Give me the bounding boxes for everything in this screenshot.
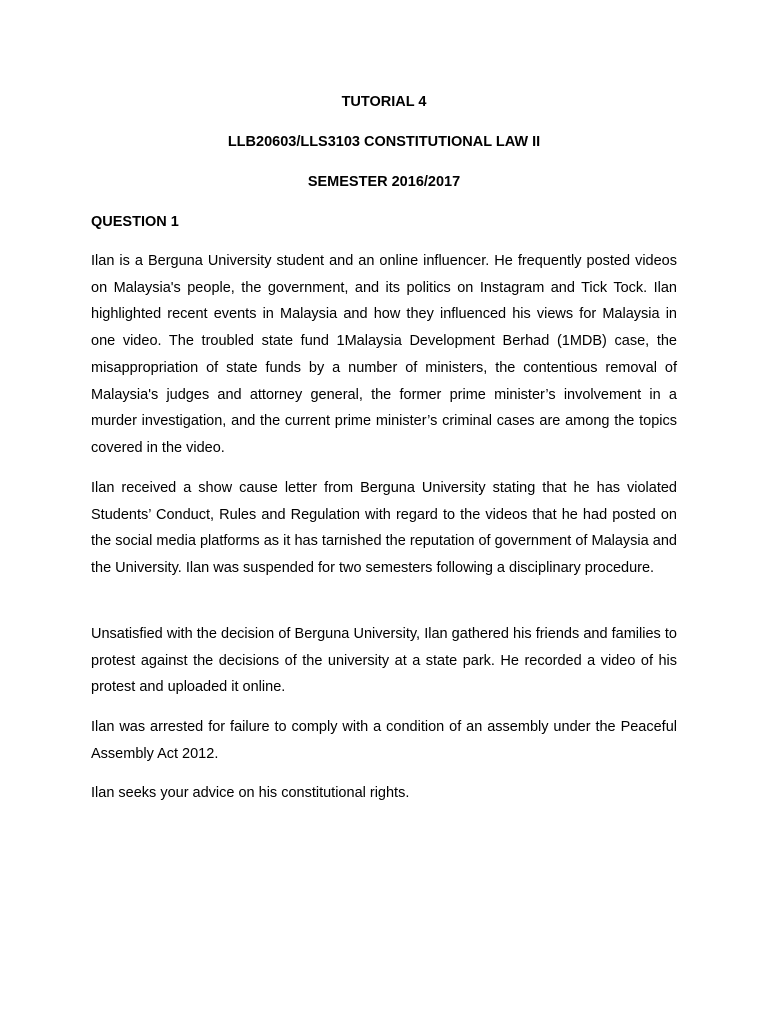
question-paragraph: Unsatisfied with the decision of Berguna University, Ilan gathered his friends and families to protest against the decisions of the university at a state park. He recorded a video of his protest and uploaded it online. bbox=[91, 626, 677, 696]
semester-heading: SEMESTER 2016/2017 bbox=[307, 174, 461, 190]
question-title: QUESTION 1 bbox=[91, 214, 179, 230]
question-paragraph: Ilan received a show cause letter from Berguna University stating that he has violated Students’ Conduct, Rules and Regulation with regard to the videos that he had posted on the social media platforms as it has tarnished the reputation of government of Malaysia and the University. Ilan was suspended for two semesters following a disciplinary procedure. bbox=[91, 480, 677, 577]
question-paragraph: Ilan is a Berguna University student and an online influencer. He frequently posted videos on Malaysia's people, the government, and its politics on Instagram and Tick Tock. Ilan highlighted recent events in Malaysia and how they influenced his views for Malaysia in one video. The troubled state fund 1Malaysia Development Berhad (1MDB) case, the misappropriation of state funds by a number of ministers, the contentious removal of Malaysia's judges and attorney general, the former prime minister’s involvement in a murder investigation, and the current prime minister’s criminal cases are among the topics covered in the video. bbox=[91, 253, 677, 456]
question-paragraph: Ilan was arrested for failure to comply with a condition of an assembly under the Peaceful Assembly Act 2012. bbox=[91, 719, 677, 762]
course-heading: LLB20603/LLS3103 CONSTITUTIONAL LAW II bbox=[227, 134, 541, 150]
tutorial-heading: TUTORIAL 4 bbox=[341, 94, 427, 110]
question-paragraph: Ilan seeks your advice on his constitutional rights. bbox=[91, 785, 410, 801]
